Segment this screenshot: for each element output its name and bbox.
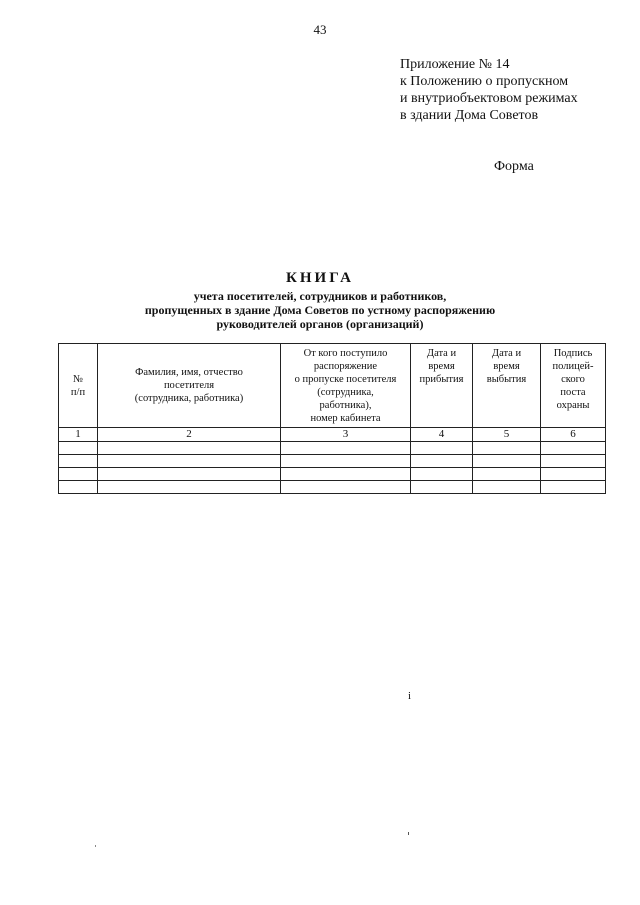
table-row (59, 468, 606, 481)
column-number-row (59, 428, 606, 442)
table-cell (411, 442, 473, 455)
table-cell (473, 481, 541, 494)
column-number: 3 (281, 428, 411, 442)
title-line: учета посетителей, сотрудников и работников, (193, 289, 447, 303)
appendix-line: к Положению о пропускном (400, 74, 569, 89)
table-cell (281, 442, 411, 455)
column-number: 1 (59, 428, 98, 442)
table-cell (281, 468, 411, 481)
table-cell (59, 468, 98, 481)
table-cell (98, 455, 281, 468)
table-cell (281, 481, 411, 494)
scan-speck (95, 845, 96, 847)
document-title (0, 270, 640, 331)
appendix-reference (400, 56, 578, 124)
header-col-arrival: Дата и время прибытия (411, 344, 473, 428)
table-cell (59, 442, 98, 455)
table-row (59, 481, 606, 494)
appendix-line: и внутриобъектовом режимах (400, 91, 578, 106)
table-cell (541, 442, 606, 455)
scan-speck (408, 832, 409, 835)
table-cell (473, 455, 541, 468)
header-col-authorized-by: От кого поступило распоряжение о пропуске посетителя (сотрудника, работника), номер кабинета (281, 344, 411, 428)
table-cell (98, 481, 281, 494)
table-row (59, 442, 606, 455)
table-cell (411, 455, 473, 468)
form-label: Форма (494, 159, 534, 174)
appendix-line: в здании Дома Советов (400, 108, 539, 123)
stray-mark: i (408, 690, 412, 702)
table-header-row (59, 344, 606, 428)
header-col-full-name: Фамилия, имя, отчество посетителя (сотрудника, работника) (98, 344, 281, 428)
column-number: 5 (473, 428, 541, 442)
appendix-line: Приложение № 14 (400, 57, 510, 72)
table-cell (473, 468, 541, 481)
table-cell (541, 455, 606, 468)
title-main: КНИГА (286, 270, 354, 286)
table-cell (541, 468, 606, 481)
title-line: пропущенных в здание Дома Советов по устному распоряжению (144, 303, 496, 317)
header-col-departure: Дата и время выбытия (473, 344, 541, 428)
table-cell (281, 455, 411, 468)
header-col-number: № п/п (59, 344, 98, 428)
visitor-log-table (58, 343, 606, 494)
table-cell (473, 442, 541, 455)
table-cell (98, 442, 281, 455)
table-cell (411, 481, 473, 494)
table-cell (98, 468, 281, 481)
column-number: 4 (411, 428, 473, 442)
table-cell (541, 481, 606, 494)
page-number: 43 (313, 22, 327, 37)
column-number: 6 (541, 428, 606, 442)
column-number: 2 (98, 428, 281, 442)
header-col-signature: Подпись полицей- ского поста охраны (541, 344, 606, 428)
table-cell (59, 455, 98, 468)
table-cell (59, 481, 98, 494)
table-cell (411, 468, 473, 481)
table-row (59, 455, 606, 468)
title-line: руководителей органов (организаций) (216, 317, 424, 331)
